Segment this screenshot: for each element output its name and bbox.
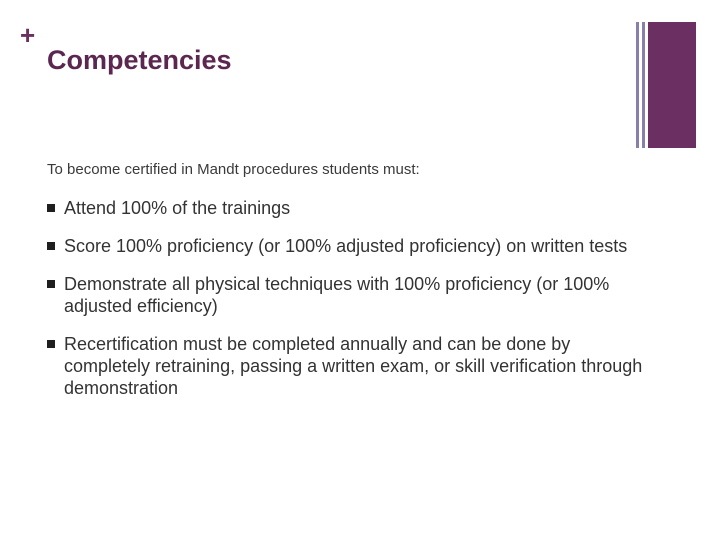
list-item [47,273,647,317]
list-item [47,197,647,219]
square-bullet-icon [47,242,55,250]
decorative-block [648,22,696,148]
square-bullet-icon [47,340,55,348]
list-item-text: Demonstrate all physical techniques with 100% proficiency (or 100% adjusted efficiency) [64,274,610,316]
intro-text: To become certified in Mandt procedures students must: [47,161,420,178]
list-item-text: Recertification must be completed annually and can be done by completely retraining, passing a written exam, or skill verification through demonstration [64,334,643,398]
competency-list [47,197,647,415]
decorative-line [636,22,639,148]
list-item-text: Attend 100% of the trainings [64,198,291,218]
list-item [47,235,647,257]
square-bullet-icon [47,280,55,288]
square-bullet-icon [47,204,55,212]
list-item-text: Score 100% proficiency (or 100% adjusted proficiency) on written tests [64,236,628,256]
plus-icon: + [20,20,36,50]
decorative-line [642,22,645,148]
page-title: Competencies [47,45,232,75]
list-item [47,333,647,399]
